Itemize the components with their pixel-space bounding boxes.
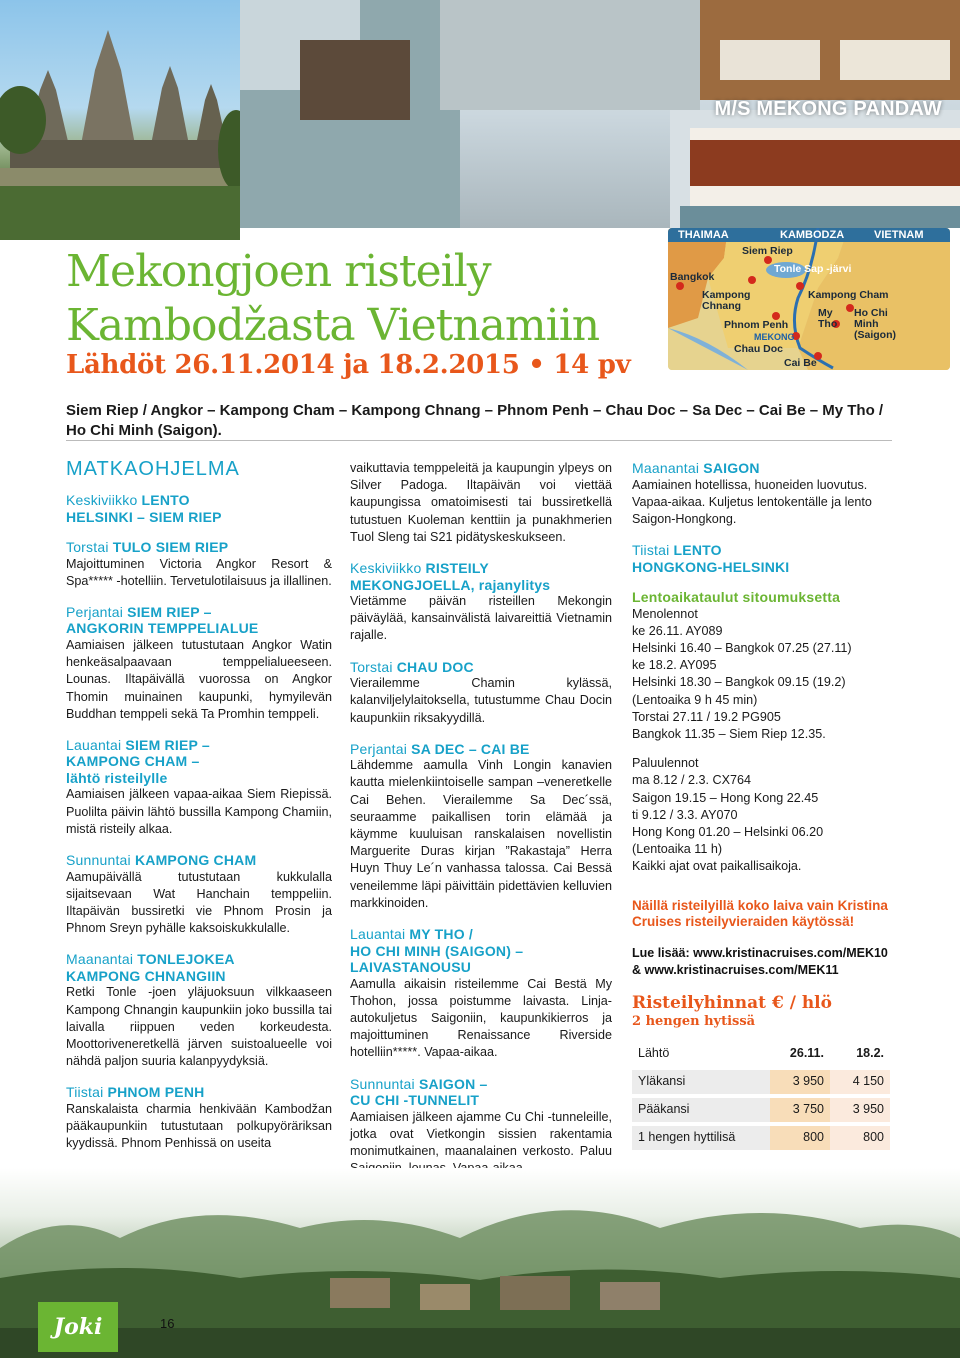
map-label-vietnam: VIETNAM (874, 229, 924, 241)
route-map (668, 228, 950, 370)
day-text: Lähdemme aamulla Vinh Longin kanavien kautta mielenkiintoiselle sampan –veneretkelle Cai Behen. Vierailemme Sa Dec´ssä, seuraamme paikallisen torin elämää ja käymme kuuluisan ranskalaisen novellistin Marguerite Duras kirjan ”Rakastaja” Herra Huyn Thuy Le´n vanhassa talossa. Cai Bessä veneilemme läpi päivittäin pidettävien kelluvien markkinoiden. (350, 758, 612, 910)
outbound-flights: Menolennot ke 26.11. AY089 Helsinki 16.40 – Bangkok 07.25 (27.11) ke 18.2. AY095 Helsinki 18.30 – Bangkok 09.15 (19.2) (Lentoaika 9 h 45 min) Torstai 27.11 / 19.2 PG905 Bangkok 11.35 – Siem Riep 12.35. (632, 606, 852, 742)
day-text: Ranskalaista charmia henkivään Kambodžan pääkaupunkiin tutustutaan polkupyöräriksan kyydissä. Phnom Penhissä on useita (66, 1101, 332, 1151)
day-heading (632, 542, 894, 575)
day-title: SIEM RIEP – ANGKORIN TEMPPELIALUE (66, 603, 259, 637)
day-heading (66, 604, 332, 637)
day-name: Torstai (66, 539, 109, 555)
day-block (350, 926, 612, 1062)
price-table-header (632, 1042, 890, 1066)
day-text: Aamiainen hotellissa, huoneiden luovutus. Vapaa-aikaa. Kuljetus lentokentälle ja lento Saigon-Hongkong. (632, 477, 872, 526)
day-title: LENTO HELSINKI – SIEM RIEP (66, 492, 222, 525)
day-name: Keskiviikko (66, 492, 138, 508)
more-info (632, 945, 894, 979)
temple-illustration (0, 0, 240, 240)
departure-dates: Lähdöt 26.11.2014 ja 18.2.2015 • 14 pv (66, 350, 631, 380)
column-header: 26.11. (770, 1042, 830, 1066)
column-header: 18.2. (830, 1042, 890, 1066)
map-label-kampong-cham: Kampong Cham (808, 289, 889, 301)
day-title: SIEM RIEP – KAMPONG CHAM – lähtö risteilylle (66, 736, 210, 786)
map-label-ho-chi-minh: Ho Chi Minh (Saigon) (854, 307, 896, 341)
map-label-kampong-chnang: Kampong Chnang (702, 289, 751, 312)
day-title: SAIGON (703, 460, 760, 476)
price-cell: 3 950 (830, 1098, 890, 1122)
day-block (66, 492, 332, 525)
map-label-tonle-sap: Tonle Sap -järvi (774, 263, 852, 275)
price-section (632, 993, 894, 1154)
day-name: Sunnuntai (350, 1075, 415, 1092)
day-title: KAMPONG CHAM (134, 852, 257, 869)
continued-text: vaikuttavia temppeleitä ja kaupungin ylpeys on Silver Padoga. Iltapäivän voi viettää kaupungissa omatoimisesti tai bussiretkellä tutustuen Kuoleman kenttiin ja punakhmerien Tuol Sleng tai S21 pidätyskeskukseen. (350, 461, 612, 544)
day-heading (66, 737, 332, 787)
day-block (66, 604, 332, 723)
day-heading (66, 539, 332, 556)
price-cell: 3 750 (770, 1098, 830, 1122)
day-block (66, 737, 332, 838)
day-title: MY THO / HO CHI MINH (SAIGON) – LAIVASTANOUSU (350, 926, 524, 976)
day-text: Aamiaisen jälkeen ajamme Cu Chi -tunneleille, jotka ovat Vietkongin sissien rakentamia monimutkainen, maanalainen verkosto. Paluu (350, 1109, 612, 1158)
table-row (632, 1126, 890, 1150)
return-flights: Paluulennot ma 8.12 / 2.3. CX764 Saigon 19.15 – Hong Kong 22.45 ti 9.12 / 3.3. AY070 Hong Kong 01.20 – Helsinki 06.20 (Lentoaika 11 h) Kaikki ajat ovat paikallisaikoja. (632, 756, 824, 874)
day-heading (66, 1084, 332, 1101)
column-header: Lähtö (632, 1042, 770, 1066)
more-info-link-1[interactable]: Lue lisää: www.kristinacruises.com/MEK10 (632, 945, 888, 960)
joki-label: Joki (53, 1314, 103, 1340)
flights-heading: Lentoaikataulut sitoumuksetta (632, 589, 841, 606)
map-label-mekong: MEKONG (754, 332, 795, 342)
day-text: Retki Tonle -joen yläjuoksuun vilkkaaseen Kampong Chnangin kaupunkiin joko bussilla tai laivalla riippuen veden korkeudesta. Moottoriveneretkellä järven suistoalueelle voi nähdä paljon suuria kalanpyydyksiä. (66, 985, 332, 1069)
map-label-thailand: THAIMAA (678, 229, 729, 241)
prices-heading: Risteilyhinnat € / hlö (632, 992, 832, 1013)
day-block (66, 951, 332, 1070)
day-heading (350, 926, 612, 976)
day-block (632, 460, 894, 528)
cruise-ship-photo (240, 0, 960, 228)
day-heading (350, 1076, 612, 1109)
divider (66, 440, 892, 441)
day-name: Sunnuntai (66, 852, 131, 869)
day-heading (66, 951, 332, 984)
day-title: SAIGON – CU CHI -TUNNELIT (350, 1075, 488, 1109)
day-name: Perjantai (66, 603, 124, 620)
day-block (66, 1084, 332, 1152)
day-text: Vierailemme Chamin kylässä, kalanviljelylaitoksella, tutustumme Chau Docin kaupunkiin riksakyydillä. (350, 676, 612, 725)
price-cell: 4 150 (830, 1070, 890, 1094)
page-title (66, 245, 599, 353)
map-label-phnom-penh: Phnom Penh (724, 319, 789, 331)
day-heading (632, 460, 894, 477)
day-name: Tiistai (632, 542, 670, 559)
cabin-label: Pääkansi (632, 1098, 770, 1122)
day-title: LENTO HONGKONG-HELSINKI (632, 542, 790, 575)
itinerary-column-3 (632, 460, 894, 1154)
day-block (350, 741, 612, 912)
program-heading: MATKAOHJELMA (66, 458, 240, 480)
map-label-siem-riep: Siem Riep (742, 245, 793, 257)
price-table (632, 1038, 890, 1154)
day-name: Keskiviikko (350, 560, 422, 577)
day-text: Aamiaisen jälkeen vapaa-aikaa Siem Riepissä. Puolilta päivin lähtö bussilla Kampong Chamiin, mistä risteily alkaa. (66, 787, 332, 836)
itinerary-column-1 (66, 458, 332, 1166)
flight-schedule (632, 589, 894, 876)
day-title: TULO SIEM RIEP (112, 539, 229, 555)
map-label-chau-doc: Chau Doc (734, 343, 784, 355)
route-summary: Siem Riep / Angkor – Kampong Cham – Kampong Chnang – Phnom Penh – Chau Doc – Sa Dec – Cai Be – My Tho / Ho Chi Minh (Saigon). (66, 402, 884, 439)
day-heading (350, 560, 612, 593)
prices-subheading: 2 hengen hytissä (632, 1013, 756, 1029)
day-name: Perjantai (350, 740, 408, 757)
map-label-my-tho: My Tho (818, 307, 838, 330)
day-heading (350, 741, 612, 758)
day-text: Aamulla aikaisin risteilemme Cai Bestä My Thohon, jossa poistumme laivasta. Linja-autokuljetus Saigoniin, kaupunkikierros ja majoittuminen Renaissance Riverside hotelliin*****. Vapaa-aikaa. (350, 976, 612, 1060)
day-title: SA DEC – CAI BE (411, 740, 530, 757)
day-title: PHNOM PENH (107, 1084, 205, 1101)
day-name: Tiistai (66, 1084, 104, 1101)
day-block (632, 542, 894, 575)
day-title: RISTEILY MEKONGJOELLA, rajanylitys (350, 560, 551, 593)
cabin-label: 1 hengen hyttilisä (632, 1126, 770, 1150)
table-row (632, 1098, 890, 1122)
ship-name: M/S MEKONG PANDAW (714, 98, 942, 120)
river-village-photo (0, 1168, 960, 1358)
day-text: Vietämme päivän risteillen Mekongin päiväylää, kansainvälistä laivareittiä Vietnamin rajalle. (350, 594, 612, 643)
day-heading (66, 852, 332, 869)
day-name: Maanantai (632, 460, 700, 476)
table-row (632, 1070, 890, 1094)
day-name: Lauantai (66, 736, 122, 753)
day-block (350, 659, 612, 727)
more-info-link-2[interactable]: & www.kristinacruises.com/MEK11 (632, 962, 839, 977)
price-cell: 3 950 (770, 1070, 830, 1094)
joki-badge (38, 1302, 118, 1352)
day-title: CHAU DOC (396, 658, 474, 675)
day-name: Torstai (350, 658, 393, 675)
day-text: Majoittuminen Victoria Angkor Resort & Spa***** -hotelliin. Tervetulotilaisuus ja illallinen. (66, 556, 332, 588)
day-block (66, 539, 332, 590)
map-label-bangkok: Bangkok (670, 271, 715, 283)
landscape-illustration (0, 1168, 960, 1358)
day-block (350, 1076, 612, 1178)
day-block (350, 560, 612, 645)
day-heading (66, 492, 332, 525)
itinerary-column-2 (350, 460, 612, 1191)
cabin-label: Yläkansi (632, 1070, 770, 1094)
price-cell: 800 (830, 1126, 890, 1150)
day-name: Maanantai (66, 951, 134, 968)
day-name: Lauantai (350, 926, 406, 943)
day-heading (350, 659, 612, 676)
angkor-wat-photo (0, 0, 240, 240)
title-line-1: Mekongjoen risteily (66, 246, 491, 297)
map-label-cai-be: Cai Be (784, 357, 817, 369)
day-title: TONLEJOKEA KAMPONG CHNANGIIN (66, 951, 235, 984)
exclusive-promo: Näillä risteilyillä koko laiva vain Kristina Cruises risteilyvieraiden käytössä! (632, 897, 888, 930)
map-label-cambodia: KAMBODZA (780, 229, 845, 241)
day-text: Aamiaisen jälkeen tutustutaan Angkor Watin henkeäsalpaavaan temppelialueeseen. Lounas. Iltapäivällä vuorossa on Angkor Thomin muinainen kaupunki, hymyilevän Buddhan temppeli sekä Ta Promhin temppeli. (66, 637, 332, 721)
day-block (66, 852, 332, 937)
title-line-2: Kambodžasta Vietnamiin (66, 300, 600, 351)
page-number: 16 (160, 1316, 175, 1331)
day-text: Aamupäivällä tutustutaan kukkulalla sijaitsevaan Wat Hanchain temppeliin. Iltapäivän bussiretki vie Phnom Prosin ja Phnom Sreyn pyhälle kaksoiskukkulalle. (66, 869, 332, 936)
price-cell: 800 (770, 1126, 830, 1150)
